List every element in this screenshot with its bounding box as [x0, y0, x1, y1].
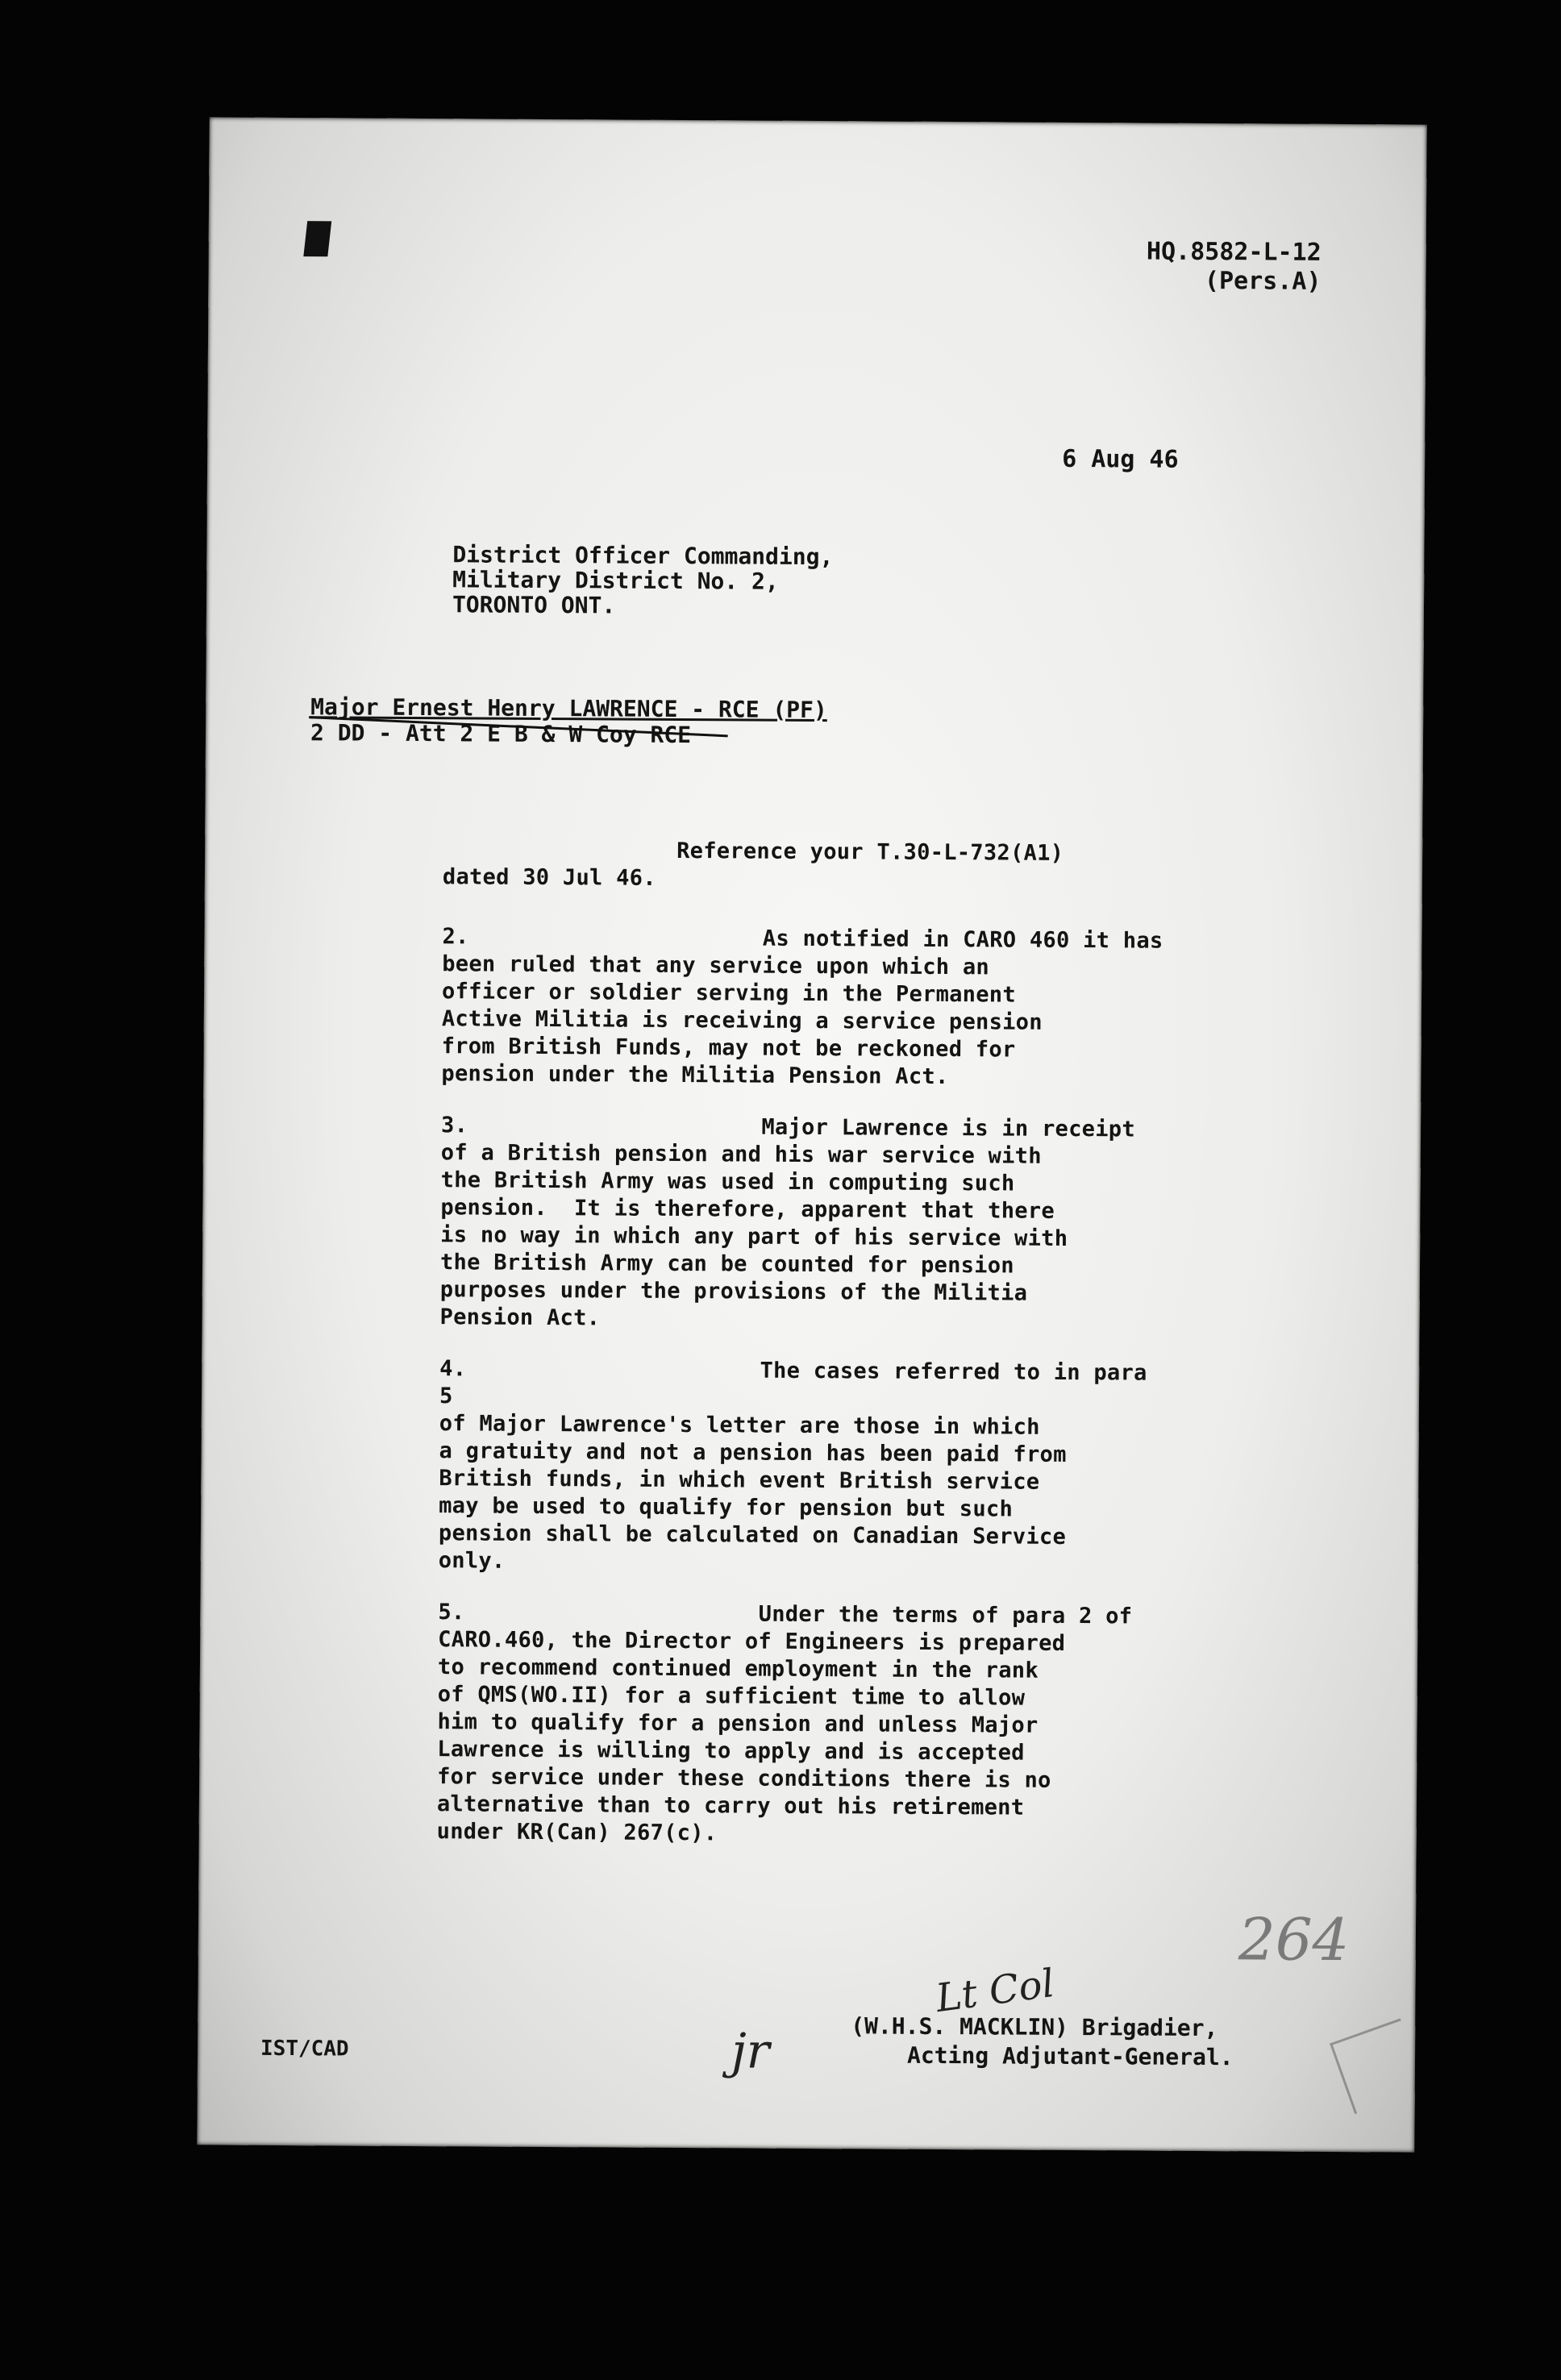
address-line: Military District No. 2, [452, 566, 779, 595]
letter-date: 6 Aug 46 [1062, 444, 1179, 474]
subject-line: 2 DD - Att 2 E B & W Coy RCE [310, 719, 692, 749]
address-line: District Officer Commanding, [452, 541, 834, 571]
paragraph-3: 3. Major Lawrence is in receipt of a British pension and his war service with the British Army was used in computing such pension. It is therefore, apparent that there is no way in which any part of his service with the British Army can be counted for pension purposes under the provisions of the Militia Pension Act. [439, 1113, 1136, 1331]
signatory-title: Acting Adjutant-General. [906, 2041, 1234, 2071]
document-page [197, 117, 1426, 2152]
punch-mark [303, 221, 331, 256]
address-line: TORONTO ONT. [452, 591, 616, 619]
signatory-name: (W.H.S. MACKLIN) Brigadier, [851, 2012, 1218, 2042]
paragraph-4: 4. The cases referred to in para 5 of Major Lawrence's letter are those in which a gratuity and not a pension has been paid from British funds, in which event British service may be used to qualify for pension but such pension shall be calculated on Canadian Service only. [438, 1356, 1161, 1574]
handwritten-initial: jr [731, 2023, 770, 2080]
folio-number: 264 [1238, 1905, 1350, 1974]
paragraph-2: 2. As notified in CARO 460 it has been ruled that any service upon which an officer or soldier serving in the Permanent Active Militia is receiving a service pension from British Funds, may not be reckoned for pension under the Militia Pension Act. [441, 924, 1163, 1090]
handwritten-annotation: Lt Col [933, 1960, 1057, 2021]
paragraph-5: 5. Under the terms of para 2 of CARO.460, the Director of Engineers is prepared to recommend continued employment in the rank of QMS(WO.II) for a sufficient time to allow him to qualify for a pension and unless Major Lawrence is willing to apply and is accepted for service under these conditions there is no alternative than to carry out his retirement under KR(Can) 267(c). [436, 1600, 1133, 1846]
file-ref-section: (Pers.A) [1204, 266, 1322, 296]
letter-body [436, 836, 1168, 1874]
file-reference [1147, 238, 1322, 297]
reference-line: Reference your T.30-L-732(A1) [676, 838, 1064, 866]
page-corner-fold [1330, 2018, 1426, 2114]
file-ref-number: HQ.8582-L-12 [1146, 237, 1322, 267]
recipient-address [452, 542, 834, 619]
subject-line: Major Ernest Henry LAWRENCE - RCE (PF) [310, 693, 827, 724]
reference-date: dated 30 Jul 46. [442, 864, 656, 891]
typist-reference: IST/CAD [260, 2036, 349, 2062]
signature-block [754, 2012, 1234, 2073]
